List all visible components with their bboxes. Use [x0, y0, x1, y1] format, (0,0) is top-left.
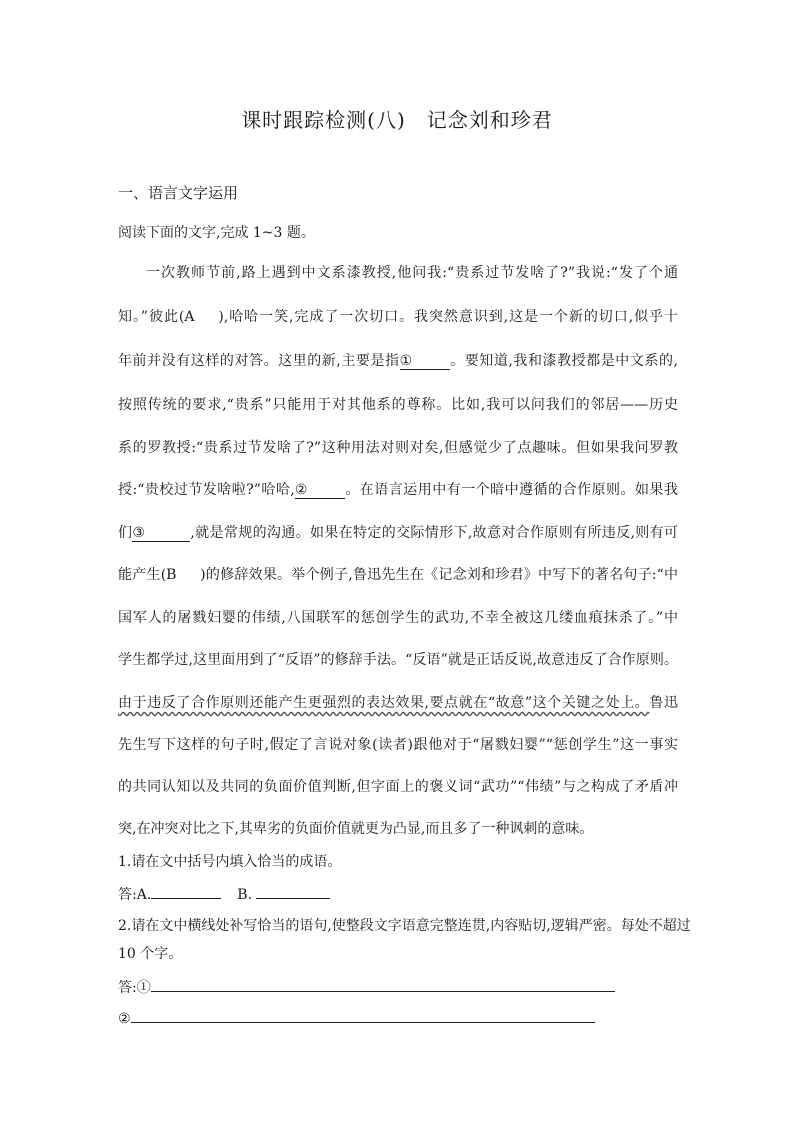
- page-title: 课时跟踪检测(八) 记念刘和珍君: [241, 108, 553, 132]
- passage-line: 突,在冲突对比之下,其卑劣的负面价值就更为凸显,而且多了一种讽刺的意味。: [118, 821, 594, 837]
- blank-marker-b: B: [166, 567, 177, 583]
- question-2-answer-1: 答:①: [118, 977, 615, 997]
- passage-line: 授:“贵校过节发啥啦?”哈哈,② 。在语言运用中有一个暗中遵循的合作原则。如果我: [118, 482, 678, 498]
- section-heading: 一、语言文字运用: [118, 184, 239, 202]
- passage-line: 国军人的屠戮妇婴的伟绩,八国联军的惩创学生的武功,不幸全被这几缕血痕抹杀了。”中: [118, 610, 678, 626]
- answer-line-1[interactable]: [151, 977, 615, 992]
- passage-line: 们③ ,就是常规的沟通。如果在特定的交际情形下,故意对合作原则有所违反,则有可: [118, 525, 678, 541]
- question-2-prompt: 2.请在文中横线处补写恰当的语句,使整段文字语意完整连贯,内容贴切,逻辑严密。每处不超过: [118, 918, 691, 934]
- answer-line-2[interactable]: [131, 1008, 595, 1023]
- passage-line: 按照传统的要求,“贵系”只能用于对其他系的尊称。比如,我可以问我们的邻居——历史: [118, 397, 678, 413]
- wavy-underlined-sentence: 由于违反了合作原则还能产生更强烈的表达效果,要点就在“故意”这个关键之处上。: [118, 695, 650, 711]
- question-1-answer: 答:A. B.: [118, 884, 330, 904]
- passage-line: 先生写下这样的句子时,假定了言说对象(读者)跟他对于“屠戮妇婴”“惩创学生”这一事实: [118, 737, 678, 753]
- blank-3: ③: [132, 525, 190, 542]
- passage-line: 知。”彼此(A ),哈哈一笑,完成了一次切口。我突然意识到,这是一个新的切口,似乎十: [118, 309, 679, 325]
- passage-line: 能产生(B )的修辞效果。举个例子,鲁迅先生在《记念刘和珍君》中写下的著名句子:“中: [118, 567, 678, 583]
- passage-line: 系的罗教授:“贵系过节发啥了?”这种用法对则对矣,但感觉少了点趣味。但如果我问罗教: [118, 440, 678, 456]
- passage-line: 由于违反了合作原则还能产生更强烈的表达效果,要点就在“故意”这个关键之处上。鲁迅: [118, 695, 679, 711]
- reading-instruction: 阅读下面的文字,完成 1~3 题。: [118, 225, 315, 241]
- blank-marker-a: A: [184, 309, 195, 325]
- blank-1: ①: [400, 353, 450, 370]
- answer-blank-a[interactable]: [151, 884, 221, 899]
- question-2-prompt-cont: 10 个字。: [118, 946, 183, 962]
- question-2-answer-2: ②: [118, 1008, 595, 1028]
- passage-line: 学生都学过,这里面用到了“反语”的修辞手法。“反语”就是正话反说,故意违反了合作原则。: [118, 652, 678, 668]
- passage-line: 的共同认知以及共同的负面价值判断,但字面上的褒义词“武功”“伟绩”与之构成了矛盾冲: [118, 779, 678, 795]
- passage-line: 一次教师节前,路上遇到中文系漆教授,他问我:“贵系过节发啥了?”我说:“发了个通: [146, 265, 678, 281]
- question-1-prompt: 1.请在文中括号内填入恰当的成语。: [118, 854, 342, 870]
- answer-blank-b[interactable]: [256, 884, 330, 899]
- blank-2: ②: [295, 482, 345, 499]
- passage-line: 年前并没有这样的对答。这里的新,主要是指① 。要知道,我和漆教授都是中文系的,: [118, 353, 678, 369]
